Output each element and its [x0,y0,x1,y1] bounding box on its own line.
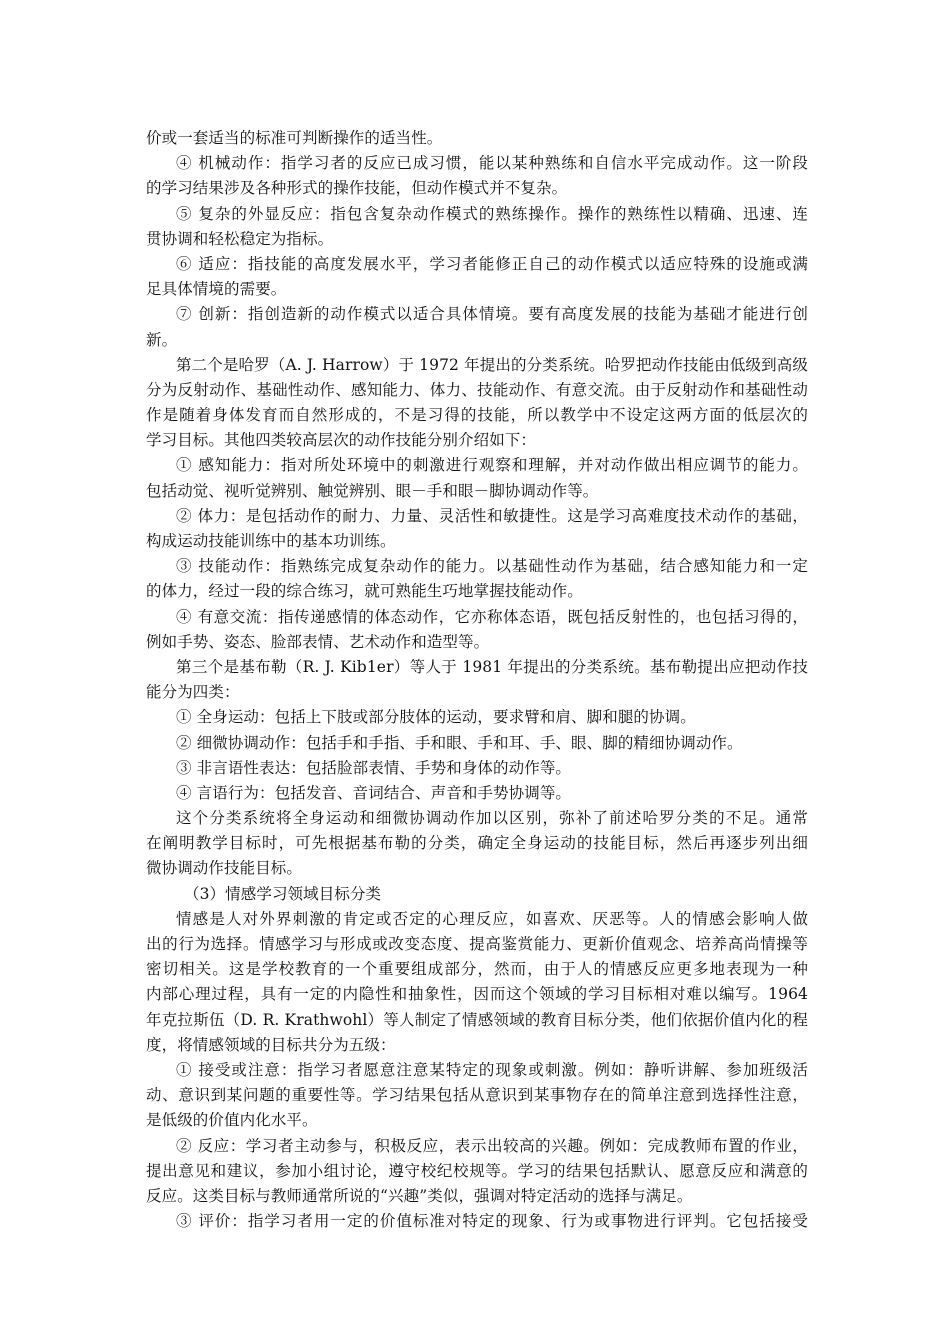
text-line: 新。 [146,330,178,349]
text-line: ③ 评价：指学习者用一定的价值标准对特定的现象、行为或事物进行评判。它包括接受 [176,1212,808,1231]
text-line: 情感是人对外界刺激的肯定或否定的心理反应，如喜欢、厌恶等。人的情感会影响人做 [176,909,808,928]
text-line: ⑤ 复杂的外显反应：指包含复杂动作模式的熟练操作。操作的熟练性以精确、迅速、连 [176,204,808,223]
text-line: 包括动觉、视听觉辨别、触觉辨别、眼－手和眼－脚协调动作等。 [146,481,599,500]
text-line: ⑥ 适应：指技能的高度发展水平，学习者能修正自己的动作模式以适应特殊的设施或满 [176,254,808,273]
text-line: 度，将情感领域的目标共分为五级： [146,1035,396,1054]
section-heading: （3）情感学习领域目标分类 [184,884,382,903]
text-line: 动、意识到某问题的重要性等。学习结果包括从意识到某事物存在的简单注意到选择性注意， [146,1086,808,1105]
text-line: ④ 机械动作：指学习者的反应已成习惯，能以某种熟练和自信水平完成动作。这一阶段 [176,154,808,173]
text-line: 足具体情境的需要。 [146,280,287,299]
text-line: 微协调动作技能目标。 [146,859,303,878]
text-line: 的学习结果涉及各种形式的操作技能，但动作模式并不复杂。 [146,179,568,198]
text-line: ② 反应：学习者主动参与，积极反应，表示出较高的兴趣。例如：完成教师布置的作业， [176,1136,808,1155]
text-line: 密切相关。这是学校教育的一个重要组成部分，然而，由于人的情感反应更多地表现为一种 [146,960,808,979]
text-line: ⑦ 创新：指创造新的动作模式以适合具体情境。要有高度发展的技能为基础才能进行创 [176,305,808,324]
text-line: 的体力，经过一段的综合练习，就可熟能生巧地掌握技能动作。 [146,582,583,601]
text-line: ③ 技能动作：指熟练完成复杂动作的能力。以基础性动作为基础，结合感知能力和一定 [176,557,808,576]
text-line: ② 体力：是包括动作的耐力、力量、灵活性和敏捷性。这是学习高难度技术动作的基础， [176,506,808,525]
text-line: 例如手势、姿态、脸部表情、艺术动作和造型等。 [146,632,490,651]
text-line: 年克拉斯伍（D. R. Krathwohl）等人制定了情感领域的教育目标分类，他们依据价值内化的程 [146,1010,808,1029]
text-line: 在阐明教学目标时，可先根据基布勒的分类，确定全身运动的技能目标，然后再逐步列出细 [146,834,808,853]
text-line: 第二个是哈罗（A. J. Harrow）于 1972 年提出的分类系统。哈罗把动作技能由低级到高级 [176,355,808,374]
text-line: 作是随着身体发育而自然形成的，不是习得的技能，所以教学中不设定这两方面的低层次的 [146,406,808,425]
text-line: 内部心理过程，具有一定的内隐性和抽象性，因而这个领域的学习目标相对难以编写。1964 [146,985,808,1004]
text-line: 出的行为选择。情感学习与形成或改变态度、提高鉴赏能力、更新价值观念、培养高尚情操等 [146,935,808,953]
text-line: 第三个是基布勒（R. J. Kib1er）等人于 1981 年提出的分类系统。基布勒提出应把动作技 [176,657,808,676]
text-line: 这个分类系统将全身运动和细微协调动作加以区别，弥补了前述哈罗分类的不足。通常 [176,809,808,828]
text-line: 价或一套适当的标准可判断操作的适当性。 [146,129,443,147]
text-line: ③ 非言语性表达：包括脸部表情、手势和身体的动作等。 [176,758,572,777]
text-line: 贯协调和轻松稳定为指标。 [146,229,334,248]
text-line: 构成运动技能训练中的基本功训练。 [146,532,396,550]
text-line: ② 细微协调动作：包括手和手指、手和眼、手和耳、手、眼、脚的精细协调动作。 [176,733,743,752]
text-line: ① 全身运动：包括上下肢或部分肢体的运动，要求臂和肩、脚和腿的协调。 [176,708,696,727]
text-line: 是低级的价值内化水平。 [146,1111,318,1130]
text-line: ④ 有意交流：指传递感情的体态动作，它亦称体态语，既包括反射性的，也包括习得的， [176,607,808,626]
text-line: 分为反射动作、基础性动作、感知能力、体力、技能动作、有意交流。由于反射动作和基础性动 [146,380,808,399]
text-line: ④ 言语行为：包括发音、音词结合、声音和手势协调等。 [176,783,572,802]
text-line: ① 感知能力：指对所处环境中的刺激进行观察和理解，并对动作做出相应调节的能力。 [176,456,808,475]
text-line: 反应。这类目标与教师通常所说的“兴趣”类似，强调对特定活动的选择与满足。 [146,1186,693,1205]
text-line: 提出意见和建议，参加小组讨论，遵守校纪校规等。学习的结果包括默认、愿意反应和满意的 [146,1161,808,1180]
text-line: 学习目标。其他四类较高层次的动作技能分别介绍如下： [146,431,537,450]
text-line: 能分为四类： [146,683,240,702]
text-line: ① 接受或注意：指学习者愿意注意某特定的现象或刺激。例如：静听讲解、参加班级活 [176,1060,808,1079]
